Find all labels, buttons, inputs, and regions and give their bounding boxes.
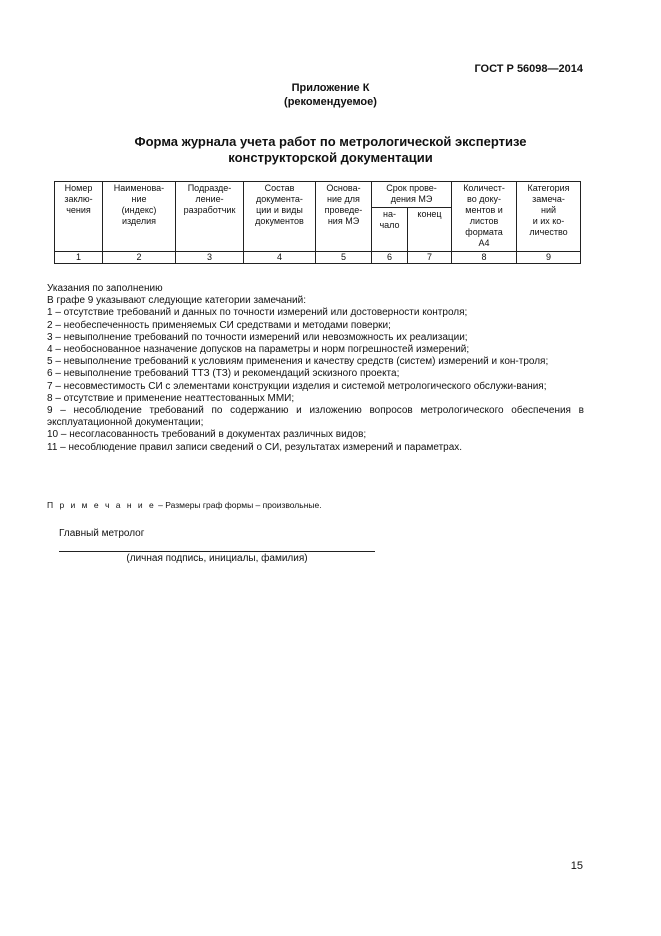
note-label: П р и м е ч а н и е xyxy=(47,500,156,510)
header-line: Номер xyxy=(64,183,93,193)
standard-number: ГОСТ Р 56098—2014 xyxy=(474,63,583,75)
instructions-heading: Указания по заполнению xyxy=(47,283,163,294)
signature-caption: (личная подпись, инициалы, фамилия) xyxy=(126,553,308,564)
note xyxy=(47,500,322,510)
remark-category: 9 – несоблюдение требований по содержанию и изложению вопросов метрологического обеспечения в эксплуатационной документации; xyxy=(47,405,584,429)
header-line: ции и виды xyxy=(256,205,303,215)
header-line: ний xyxy=(541,205,557,215)
header-cell xyxy=(408,208,452,252)
header-line: Наименова- xyxy=(113,183,165,193)
header-line: документов xyxy=(255,216,304,226)
header-line: проведе- xyxy=(324,205,363,215)
header-line: (индекс) xyxy=(121,205,157,215)
header-line: Количест- xyxy=(463,183,505,193)
note-text: – Размеры граф формы – произвольные. xyxy=(155,500,322,510)
header-line: ние xyxy=(131,194,147,204)
journal-form-table xyxy=(54,181,581,264)
header-line: ментов и xyxy=(465,205,503,215)
header-line: чало xyxy=(379,220,400,230)
header-line: формата xyxy=(465,227,503,237)
header-line: Подразде- xyxy=(187,183,232,193)
column-number: 9 xyxy=(517,252,581,264)
header-line: заклю- xyxy=(64,194,93,204)
column-number: 4 xyxy=(244,252,316,264)
header-line: во доку- xyxy=(467,194,501,204)
form-title-line-2: конструкторской документации xyxy=(228,150,433,165)
header-cell xyxy=(372,208,408,252)
signature-line xyxy=(59,551,375,552)
header-line: Основа- xyxy=(326,183,361,193)
header-line: ния МЭ xyxy=(327,216,360,226)
header-line: Состав xyxy=(264,183,295,193)
appendix-status: (рекомендуемое) xyxy=(284,96,377,108)
remark-category: 10 – несогласованность требований в документах различных видов; xyxy=(47,429,367,441)
header-line: документа- xyxy=(256,194,303,204)
header-cell xyxy=(517,182,581,252)
header-line: Категория xyxy=(527,183,570,193)
header-line: замеча- xyxy=(532,194,565,204)
header-line: ние для xyxy=(327,194,360,204)
remark-category: 4 – необоснованное назначение допусков на параметры и норм погрешностей измерений; xyxy=(47,344,470,356)
header-cell xyxy=(55,182,103,252)
header-line: на- xyxy=(383,209,396,219)
header-cell xyxy=(244,182,316,252)
page-number: 15 xyxy=(570,860,583,872)
column-number: 8 xyxy=(452,252,517,264)
remark-category: 7 – несовместимость СИ с элементами конструкции изделия и системой метрологического обслужи-вания; xyxy=(47,380,547,392)
header-line: ление- xyxy=(195,194,224,204)
filling-instructions xyxy=(47,283,584,454)
instructions-intro: В графе 9 указывают следующие категории замечаний: xyxy=(47,295,306,307)
header-line: личество xyxy=(529,227,568,237)
column-number: 3 xyxy=(176,252,244,264)
header-cell xyxy=(103,182,176,252)
header-line: конец xyxy=(417,209,442,219)
header-line: А4 xyxy=(478,238,490,248)
column-number: 1 xyxy=(55,252,103,264)
header-line: разработчик xyxy=(183,205,236,215)
column-number: 5 xyxy=(316,252,372,264)
header-cell xyxy=(176,182,244,252)
header-line: и их ко- xyxy=(532,216,565,226)
appendix-title: Приложение К xyxy=(291,82,370,94)
header-line: Срок прове- xyxy=(386,183,437,193)
header-line: чения xyxy=(66,205,91,215)
column-number: 2 xyxy=(103,252,176,264)
header-cell xyxy=(316,182,372,252)
form-title-line-1: Форма журнала учета работ по метрологической экспертизе xyxy=(134,134,527,149)
signature-label: Главный метролог xyxy=(59,528,145,539)
remark-category: 11 – несоблюдение правил записи сведений о СИ, результатах измерений и параметрах. xyxy=(47,441,463,453)
remark-category: 2 – необеспеченность применяемых СИ средствами и методами поверки; xyxy=(47,319,391,331)
header-line: изделия xyxy=(121,216,157,226)
remark-category: 6 – невыполнение требований ТТЗ (ТЗ) и рекомендаций эскизного проекта; xyxy=(47,368,400,380)
remark-category: 8 – отсутствие и применение неаттестованных ММИ; xyxy=(47,392,295,404)
header-cell xyxy=(372,182,452,208)
header-cell xyxy=(452,182,517,252)
remark-category: 3 – невыполнение требований по точности измерений или невозможность их реализации; xyxy=(47,331,468,343)
remark-category: 5 – невыполнение требований к условиям применения и качеству средств (систем) измерений и кон-троля; xyxy=(47,356,549,368)
column-number: 6 xyxy=(372,252,408,264)
header-line: листов xyxy=(469,216,499,226)
header-line: дения МЭ xyxy=(390,194,433,204)
column-number: 7 xyxy=(408,252,452,264)
remark-category: 1 – отсутствие требований и данных по точности измерений или достоверности контроля; xyxy=(47,307,468,319)
